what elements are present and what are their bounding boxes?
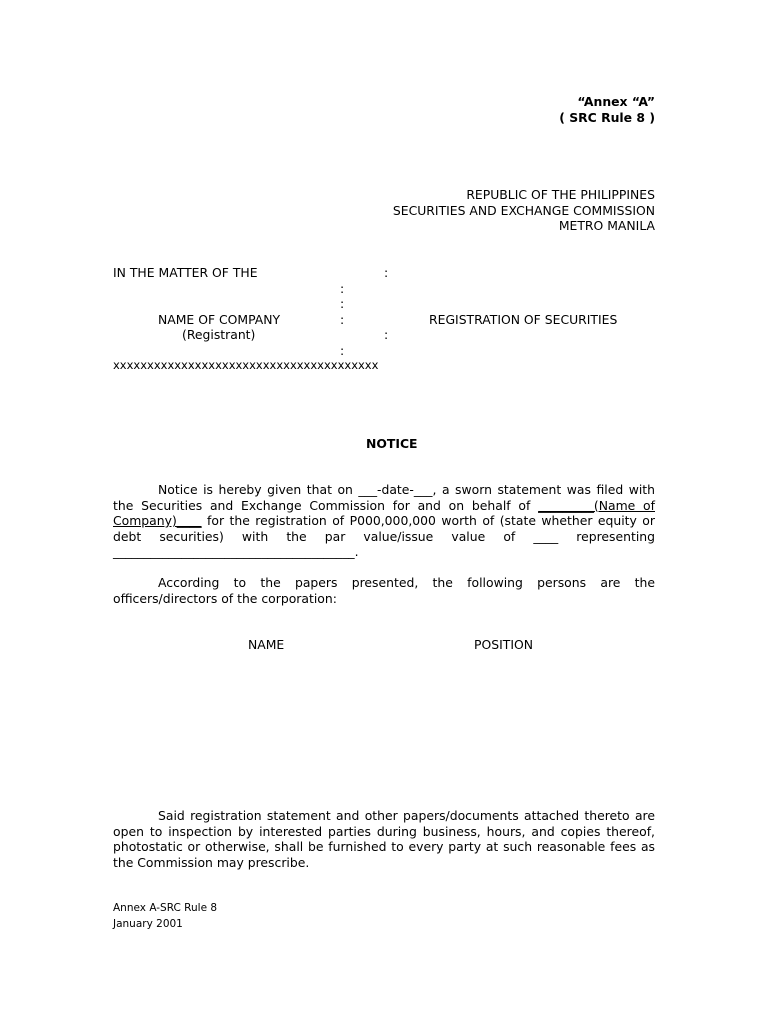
representing-blank: _______________________________________ xyxy=(113,544,355,559)
caption-colon: : xyxy=(340,296,345,311)
footer-rule: Annex A-SRC Rule 8 xyxy=(113,902,218,914)
notice-paragraph-1: Notice is hereby given that on ___-date-___, a sworn statement was filed with the Securities and Exchange Commission for and on behalf of _________(Name of Company)____ for the registration of P000,000,000 worth of (state whether equity or debt securities) with the par value/issue value of ____ representing _______________________________________. xyxy=(113,482,656,559)
date-blank: ___-date-___ xyxy=(358,482,433,497)
column-position: POSITION xyxy=(474,637,533,652)
agency-line-3: METRO MANILA xyxy=(558,218,655,233)
caption-divider: xxxxxxxxxxxxxxxxxxxxxxxxxxxxxxxxxxxxxxx xyxy=(113,358,379,372)
caption-company: NAME OF COMPANY xyxy=(158,312,281,327)
caption-registrant: (Registrant) xyxy=(182,327,256,342)
notice-paragraph-3: Said registration statement and other papers/documents attached thereto are open to inspection by interested parties during business, hours, and copies thereof, photostatic or otherwise, shall be furnished to every party at such reasonable fees as the Commission may prescribe. xyxy=(113,808,655,870)
agency-line-2: SECURITIES AND EXCHANGE COMMISSION xyxy=(392,203,655,218)
notice-paragraph-2: According to the papers presented, the following persons are the officers/directors of the corporation: xyxy=(113,575,655,606)
caption-colon: : xyxy=(340,281,345,296)
caption-colon: : xyxy=(340,312,345,327)
company-name-blank: _________(Name of Company)____ xyxy=(113,497,655,528)
caption-colon: : xyxy=(384,265,389,280)
caption-subject: REGISTRATION OF SECURITIES xyxy=(429,312,618,327)
footer-date: January 2001 xyxy=(113,918,183,930)
annex-rule: ( SRC Rule 8 ) xyxy=(559,110,655,125)
annex-title: “Annex “A” xyxy=(577,94,655,109)
column-name: NAME xyxy=(248,637,285,652)
caption-colon: : xyxy=(384,327,389,342)
notice-heading: NOTICE xyxy=(366,436,418,451)
par-value-blank: ____ xyxy=(533,528,559,544)
agency-line-1: REPUBLIC OF THE PHILIPPINES xyxy=(466,187,655,202)
caption-colon: : xyxy=(340,343,345,358)
caption-matter: IN THE MATTER OF THE xyxy=(113,265,258,280)
